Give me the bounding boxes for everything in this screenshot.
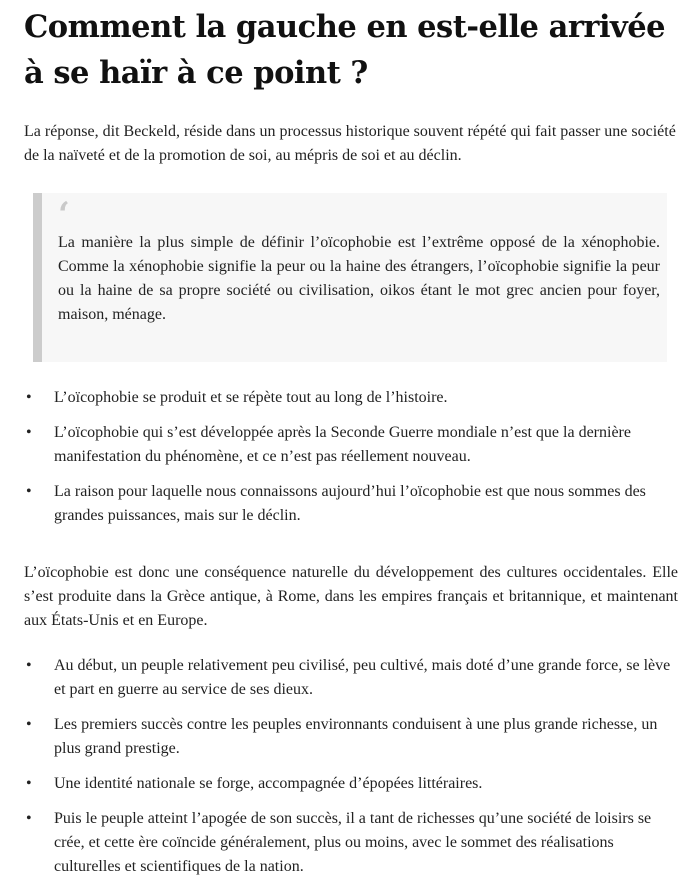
list-item [24, 654, 678, 702]
list-item [24, 772, 678, 796]
quote-mark-icon: ‘ [58, 195, 70, 235]
article [24, 0, 678, 875]
list-item-text: Au début, un peuple relativement peu civilisé, peu cultivé, mais doté d’une grande force, se lève et part en guerre au service de ses dieux. [54, 657, 671, 698]
article-title: Comment la gauche en est-elle arrivée à se haïr à ce point ? [24, 9, 666, 91]
list-item [24, 713, 678, 761]
list-item-text: Puis le peuple atteint l’apogée de son succès, il a tant de richesses qu’une société de loisirs se crée, et cette ère coïncide généralement, plus ou moins, avec le sommet des réalisations culturelles et scientifiques de la nation. [54, 810, 652, 875]
bullet-icon: • [26, 775, 32, 792]
list-item-text: L’oïcophobie qui s’est développée après la Seconde Guerre mondiale n’est que la dernière manifestation du phénomène, et ce n’est pas réellement nouveau. [54, 424, 631, 465]
intro-paragraph: La réponse, dit Beckeld, réside dans un processus historique souvent répété qui fait passer une société de la naïveté et de la promotion de soi, au mépris de soi et au déclin. [24, 123, 676, 164]
bullet-icon: • [26, 424, 32, 441]
bullet-icon: • [26, 810, 32, 827]
bullet-list-1 [24, 386, 678, 539]
bullet-icon: • [26, 389, 32, 406]
list-item-text: Les premiers succès contre les peuples environnants conduisent à une plus grande richesse, un plus grand prestige. [54, 716, 658, 757]
list-item-text: L’oïcophobie se produit et se répète tout au long de l’histoire. [54, 389, 448, 406]
list-item [24, 807, 678, 879]
blockquote-text: La manière la plus simple de définir l’oïcophobie est l’extrême opposé de la xénophobie. Comme la xénophobie signifie la peur ou la haine des étrangers, l’oïcophobie signifie la peur ou la haine de sa propre société ou civilisation, oikos étant le mot grec ancien pour foyer, maison, ménage. [58, 234, 660, 323]
list-item-text: Une identité nationale se forge, accompagnée d’épopées littéraires. [54, 775, 483, 792]
list-item [24, 386, 678, 410]
bullet-icon: • [26, 657, 32, 674]
blockquote [33, 193, 667, 362]
body-paragraph: L’oïcophobie est donc une conséquence naturelle du développement des cultures occidentales. Elle s’est produite dans la Grèce antique, à Rome, dans les empires français et britannique, et maintenant aux États-Unis et en Europe. [24, 564, 678, 629]
bullet-list-2 [24, 654, 678, 890]
bullet-icon: • [26, 716, 32, 733]
list-item-text: La raison pour laquelle nous connaissons aujourd’hui l’oïcophobie est que nous sommes des grandes puissances, mais sur le déclin. [54, 483, 646, 524]
list-item [24, 480, 678, 528]
list-item [24, 421, 678, 469]
bullet-icon: • [26, 483, 32, 500]
